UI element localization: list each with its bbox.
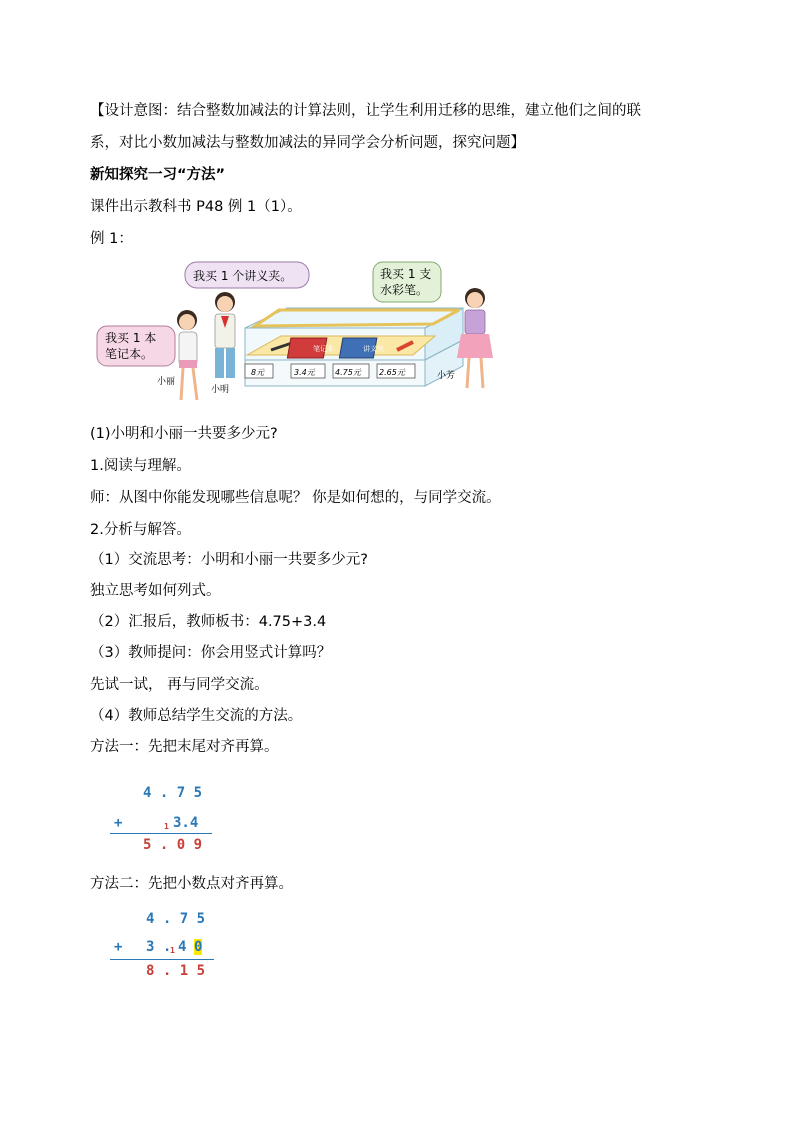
try-line: 先试一试， 再与同学交流。 [90, 677, 269, 693]
calc2-appended-zero: 0 [194, 939, 203, 955]
calc2-second-a: 3 . [146, 939, 172, 955]
bubble-right-line2: 水彩笔。 [380, 283, 429, 297]
example-label: 例 1： [90, 231, 133, 247]
price-tag-3: 4.75元 [335, 368, 361, 377]
question-1: (1)小明和小丽一共要多少元? [90, 426, 278, 442]
calc1-second: 3.4 [173, 815, 199, 831]
bubble-mid: 我买 1 个讲义夹。 [193, 269, 293, 283]
name-xiaofang: 小芳 [437, 371, 456, 381]
bubble-left-line1: 我买 1 本 [105, 331, 157, 345]
sub-step-1: （1）交流思考：小明和小丽一共要多少元? [90, 552, 368, 568]
courseware-line: 课件出示教科书 P48 例 1（1）。 [90, 199, 302, 215]
calc1-top: 4 . 7 5 [143, 785, 203, 801]
section-title: 新知探究一习“方法” [90, 167, 226, 183]
method-2: 方法二：先把小数点对齐再算。 [90, 876, 293, 892]
calc2-top: 4 . 7 5 [146, 911, 206, 927]
design-intent-line2: 系，对比小数加减法与整数加减法的异同学会分析问题，探究问题】 [90, 135, 525, 151]
price-tag-2: 3.4元 [294, 368, 315, 377]
step-2: 2.分析与解答。 [90, 522, 191, 538]
bubble-right-line1: 我买 1 支 [380, 267, 432, 281]
folder-label: 讲义夹 [363, 345, 384, 353]
think-line: 独立思考如何列式。 [90, 583, 221, 599]
calc2-carry: 1 [170, 946, 175, 955]
example-illustration [95, 258, 497, 406]
calc2-result: 8 . 1 5 [146, 963, 206, 979]
notebook-label: 笔记本 [313, 345, 334, 353]
teacher-prompt: 师：从图中你能发现哪些信息呢？ 你是如何想的，与同学交流。 [90, 490, 501, 506]
calc2-plus: + [114, 939, 123, 955]
method-1: 方法一：先把末尾对齐再算。 [90, 739, 279, 755]
price-tag-4: 2.65元 [379, 368, 405, 377]
calc2-second-b: 4 [178, 939, 187, 955]
calc2-rule [110, 959, 214, 960]
design-intent-line1: 【设计意图：结合整数加减法的计算法则，让学生利用迁移的思维，建立他们之间的联 [90, 103, 641, 119]
calc1-plus: + [114, 815, 123, 831]
bubble-left-line2: 笔记本。 [105, 347, 154, 361]
step-1: 1.阅读与理解。 [90, 458, 191, 474]
sub-step-3: （3）教师提问：你会用竖式计算吗？ [90, 645, 332, 661]
name-xiaoli: 小丽 [157, 377, 176, 387]
calc1-rule [110, 833, 212, 834]
price-tag-1: 8元 [251, 368, 265, 377]
sub-step-2: （2）汇报后，教师板书：4.75+3.4 [90, 614, 327, 630]
calc1-carry: 1 [164, 822, 169, 831]
name-xiaoming: 小明 [211, 385, 230, 395]
sub-step-4: （4）教师总结学生交流的方法。 [90, 708, 303, 724]
calc1-result: 5 . 0 9 [143, 837, 203, 853]
